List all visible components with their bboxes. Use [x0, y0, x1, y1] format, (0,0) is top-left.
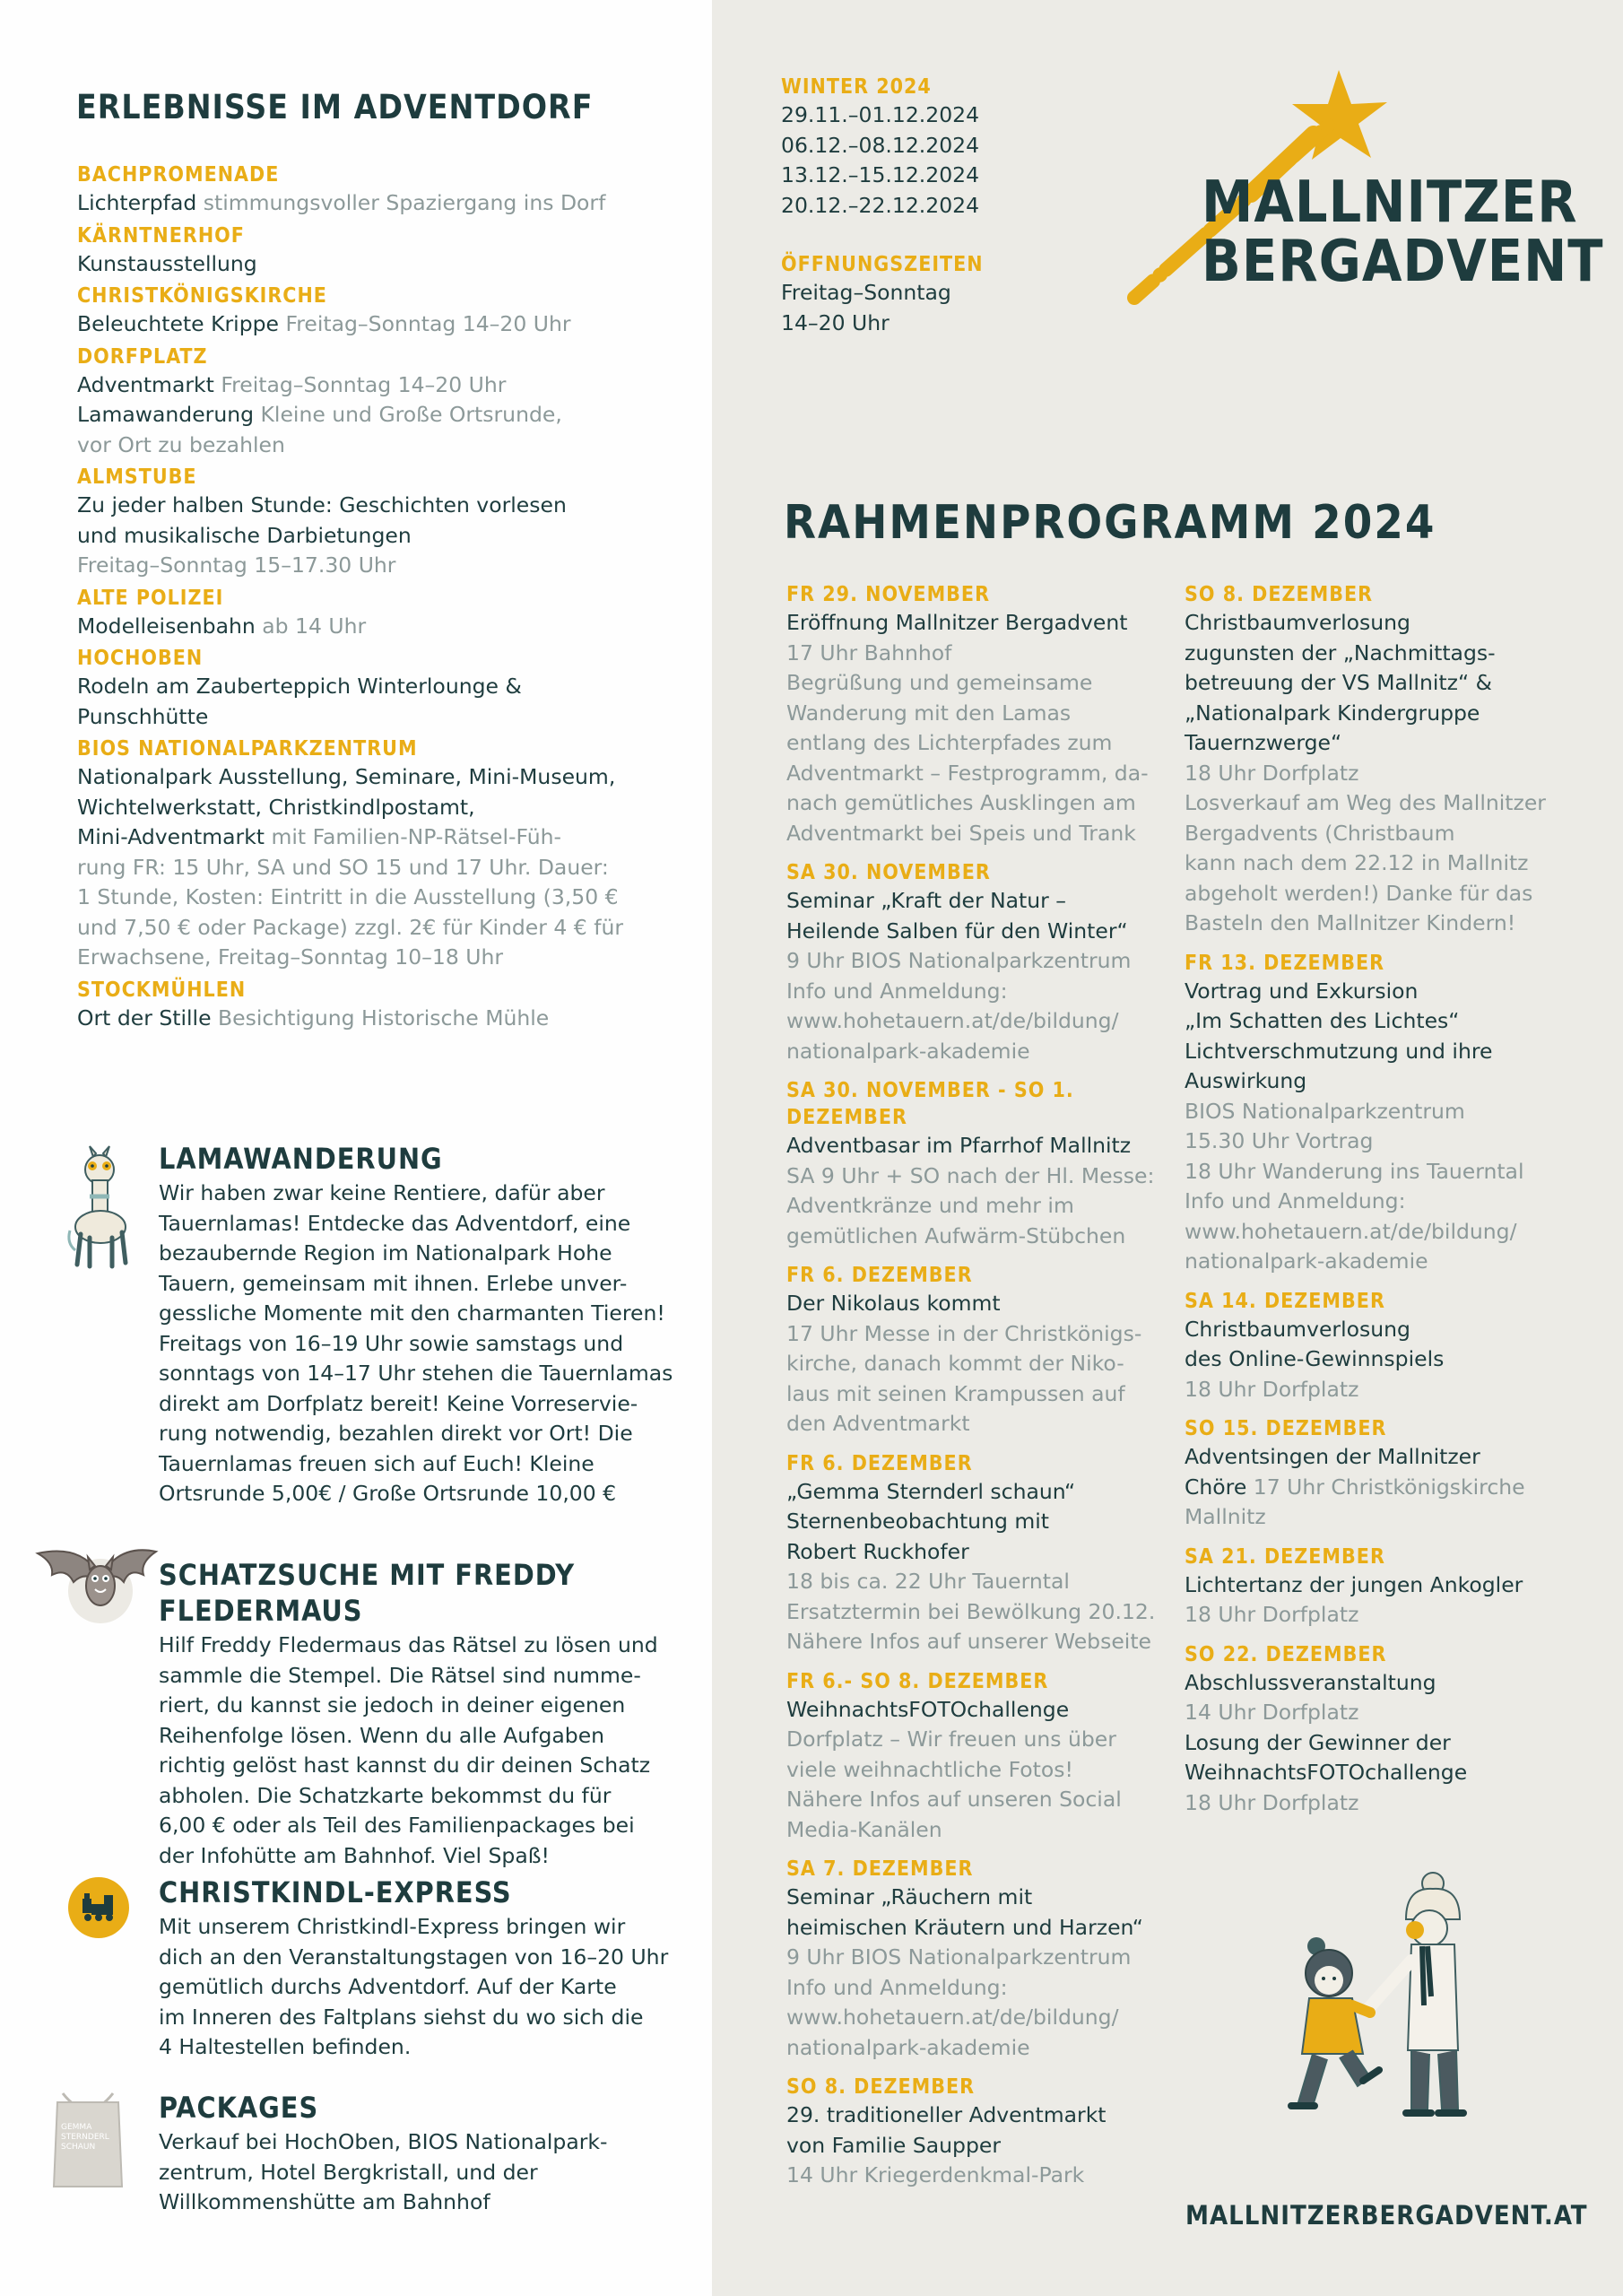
event-line: 18 Uhr Dorfplatz	[1185, 1789, 1359, 1815]
hours-list	[781, 278, 984, 338]
event-text: 17 Uhr Christkönigskirche	[1253, 1474, 1525, 1500]
place-line	[77, 883, 696, 913]
place-text: Freitag–Sonntag 14–20 Uhr	[221, 371, 507, 397]
place-line	[77, 762, 696, 793]
event-line: Wanderung mit den Lamas	[786, 700, 1072, 726]
place-text: mit Familien-NP-Rätsel-Füh-	[271, 824, 562, 849]
feature-line: bezaubernde Region im Nationalpark Hohe	[159, 1240, 612, 1265]
event-line: Dorfplatz – Wir freuen uns über	[786, 1726, 1116, 1752]
feature-line: Tauern, gemeinsam mit ihnen. Erlebe unver-	[159, 1270, 628, 1296]
feature-title: SCHATZSUCHE MIT FREDDY FLEDERMAUS	[159, 1558, 576, 1628]
place-entry	[77, 645, 696, 732]
place-line	[77, 400, 696, 430]
feature-christkindl-express	[159, 1874, 697, 2063]
feature-line: direkt am Dorfplatz bereit! Keine Vorreservie-	[159, 1390, 638, 1416]
event-line: abgeholt werden!) Danke für das	[1185, 880, 1533, 906]
feature-line: Tauernlamas! Entdecke das Adventdorf, eine	[159, 1210, 631, 1236]
event-line: WeihnachtsFOTOchallenge	[786, 1696, 1070, 1722]
event-line: Adventsingen der Mallnitzer	[1185, 1444, 1480, 1469]
feature-line: sonntags von 14–17 Uhr stehen die Tauernlamas	[159, 1361, 673, 1386]
bag-icon	[45, 2090, 131, 2194]
place-name: CHRISTKÖNIGSKIRCHE	[77, 284, 327, 308]
event-line: 9 Uhr BIOS Nationalparkzentrum	[786, 948, 1132, 973]
place-line	[77, 1004, 696, 1034]
event-line: 14 Uhr Kriegerdenkmal-Park	[786, 2162, 1085, 2187]
place-line	[77, 309, 696, 340]
event-entry	[1185, 950, 1579, 1277]
event-line: Christbaumverlosung	[1185, 610, 1410, 635]
place-text: Mini-Adventmarkt	[77, 824, 272, 849]
event-date: SA 21. DEZEMBER	[1185, 1544, 1385, 1569]
feature-line: Mit unserem Christkindl-Express bringen wir	[159, 1914, 626, 1939]
feature-line: im Inneren des Faltplans siehst du wo sich die	[159, 2004, 644, 2030]
llama-icon	[63, 1144, 138, 1270]
place-name: BIOS NATIONALPARKZENTRUM	[77, 737, 418, 761]
bag-print-2: STERNDERL	[61, 2133, 109, 2142]
event-line: Losverkauf am Weg des Mallnitzer	[1185, 790, 1546, 815]
event-line: SA 9 Uhr + SO nach der Hl. Messe:	[786, 1162, 1155, 1188]
feature-line: zentrum, Hotel Bergkristall, und der	[159, 2159, 538, 2185]
event-line: www.hohetauern.at/de/bildung/	[1185, 1218, 1517, 1244]
event-line: Ersatztermin bei Bewölkung 20.12.	[786, 1598, 1156, 1624]
event-line: nationalpark-akademie	[786, 1038, 1030, 1064]
program-column-2	[1185, 581, 1579, 1829]
event-date: SA 14. DEZEMBER	[1185, 1289, 1385, 1313]
event-line: „Nationalpark Kindergruppe	[1185, 700, 1480, 726]
event-entry	[1185, 1415, 1579, 1533]
place-text: und musikalische Darbietungen	[77, 522, 412, 548]
event-line: Info und Anmeldung:	[1185, 1188, 1406, 1213]
event-line: Seminar „Kraft der Natur –	[786, 888, 1067, 913]
place-text: Lichterpfad	[77, 190, 204, 215]
event-entry	[1185, 581, 1579, 939]
event-line: gemütlichen Aufwärm-Stübchen	[786, 1222, 1126, 1248]
event-date: SA 7. DEZEMBER	[786, 1857, 974, 1881]
place-line	[77, 551, 696, 581]
event-line: BIOS Nationalparkzentrum	[1185, 1098, 1465, 1124]
feature-line: Tauernlamas freuen sich auf Euch! Kleine	[159, 1450, 595, 1476]
event-line: „Gemma Sternderl schaun“	[786, 1478, 1076, 1504]
event-line: Media-Kanälen	[786, 1816, 942, 1842]
event-date: SO 22. DEZEMBER	[1185, 1642, 1387, 1666]
event-entry	[1185, 1641, 1579, 1819]
event-line	[1185, 1473, 1579, 1503]
event-date: SA 30. NOVEMBER - SO 1. DEZEMBER	[786, 1079, 1074, 1129]
feature-line: sammle die Stempel. Die Rätsel sind numme-	[159, 1662, 641, 1688]
event-line: Eröffnung Mallnitzer Bergadvent	[786, 610, 1128, 635]
feature-line: gemütlich durchs Adventdorf. Auf der Karte	[159, 1974, 617, 1999]
event-line: Lichtverschmutzung und ihre	[1185, 1038, 1493, 1064]
feature-line: dich an den Veranstaltungstagen von 16–20 Uhr	[159, 1944, 669, 1970]
event-line: Info und Anmeldung:	[786, 978, 1008, 1004]
event-line: nach gemütliches Ausklingen am	[786, 790, 1136, 815]
program-title: RAHMENPROGRAMM 2024	[784, 496, 1436, 550]
train-icon	[68, 1877, 129, 1938]
event-entry	[786, 1077, 1163, 1251]
place-line	[77, 702, 696, 733]
bag-print-3: SCHAUN	[61, 2143, 96, 2152]
feature-line: 4 Haltestellen befinden.	[159, 2034, 412, 2059]
left-title: ERLEBNISSE IM ADVENTDORF	[76, 88, 594, 126]
event-entry	[786, 1668, 1163, 1846]
event-entry	[786, 1856, 1163, 2063]
event-line: Tauernzwerge“	[1185, 730, 1342, 755]
event-line: Der Nikolaus kommt	[786, 1291, 1001, 1316]
place-text: Besichtigung Historische Mühle	[218, 1004, 550, 1031]
event-entry	[1185, 1544, 1579, 1631]
place-text: ab 14 Uhr	[262, 613, 367, 639]
event-date: FR 6. DEZEMBER	[786, 1264, 973, 1287]
logo	[1125, 63, 1604, 314]
feature-line: gessliche Momente mit den charmanten Tieren!	[159, 1300, 665, 1326]
place-text: Lamawanderung	[77, 402, 261, 427]
event-line: Begrüßung und gemeinsame	[786, 670, 1093, 695]
feature-packages	[159, 2090, 697, 2218]
place-line	[77, 943, 696, 973]
place-name: KÄRNTNERHOF	[77, 223, 245, 248]
place-name: ALMSTUBE	[77, 465, 197, 489]
event-line: viele weihnachtliche Fotos!	[786, 1756, 1073, 1782]
place-text: Kleine und Große Ortsrunde,	[260, 402, 562, 427]
event-line: zugunsten der „Nachmittags-	[1185, 639, 1496, 665]
place-text: Erwachsene, Freitag–Sonntag 10–18 Uhr	[77, 944, 504, 970]
event-line: www.hohetauern.at/de/bildung/	[786, 2005, 1119, 2030]
event-entry	[786, 581, 1163, 848]
logo-line-2: BERGADVENT	[1202, 229, 1604, 295]
event-line: Adventbasar im Pfarrhof Mallnitz	[786, 1133, 1132, 1158]
event-line: Adventkränze und mehr im	[786, 1193, 1074, 1218]
event-line: Auswirkung	[1185, 1068, 1307, 1093]
event-line: 9 Uhr BIOS Nationalparkzentrum	[786, 1944, 1132, 1970]
place-text: Beleuchtete Krippe	[77, 311, 286, 336]
hours-label: ÖFFNUNGSZEITEN	[781, 253, 984, 276]
place-line	[77, 853, 696, 883]
place-name: BACHPROMENADE	[77, 163, 280, 187]
place-text: vor Ort zu bezahlen	[77, 431, 285, 457]
event-line: nationalpark-akademie	[1185, 1248, 1428, 1274]
opening-hours	[781, 251, 984, 338]
place-line	[77, 672, 696, 702]
feature-title: PACKAGES	[159, 2091, 319, 2125]
event-entry	[786, 859, 1163, 1066]
dates-list	[781, 100, 979, 221]
place-line	[77, 188, 696, 219]
feature-line: Wir haben zwar keine Rentiere, dafür aber	[159, 1180, 605, 1205]
event-line: Seminar „Räuchern mit	[786, 1884, 1033, 1909]
event-line: 18 Uhr Dorfplatz	[1185, 1602, 1359, 1627]
event-entry	[786, 1262, 1163, 1439]
place-entry	[77, 977, 696, 1034]
place-name: DORFPLATZ	[77, 344, 208, 369]
place-text: Modelleisenbahn	[77, 613, 263, 639]
event-line: Adventmarkt – Festprogramm, da-	[786, 760, 1149, 786]
place-text: rung FR: 15 Uhr, SA und SO 15 und 17 Uhr. Dauer:	[77, 854, 609, 880]
feature-line: Ortsrunde 5,00€ / Große Ortsrunde 10,00 €	[159, 1481, 617, 1506]
place-entry	[77, 344, 696, 461]
place-entry	[77, 585, 696, 642]
place-text: 1 Stunde, Kosten: Eintritt in die Ausstellung (3,50 €	[77, 884, 619, 909]
logo-line-1: MALLNITZER	[1202, 170, 1578, 236]
event-line: den Adventmarkt	[786, 1411, 970, 1436]
event-line: kann nach dem 22.12 in Mallnitz	[1185, 850, 1529, 875]
bag-print-1: GEMMA	[61, 2123, 92, 2132]
event-line: Info und Anmeldung:	[786, 1974, 1008, 2000]
place-text: Wichtelwerkstatt, Christkindlpostamt,	[77, 794, 475, 820]
place-entry	[77, 283, 696, 340]
event-line: laus mit seinen Krampussen auf	[786, 1380, 1125, 1406]
event-line: Losung der Gewinner der	[1185, 1729, 1451, 1755]
place-entry	[77, 222, 696, 280]
bat-icon	[34, 1535, 160, 1625]
place-name: ALTE POLIZEI	[77, 586, 224, 610]
place-line	[77, 793, 696, 823]
place-line	[77, 612, 696, 642]
feature-line: der Infohütte am Bahnhof. Viel Spaß!	[159, 1842, 550, 1868]
date-range: 06.12.–08.12.2024	[781, 132, 980, 158]
event-line: 17 Uhr Bahnhof	[786, 639, 952, 665]
date-range: 29.11.–01.12.2024	[781, 102, 980, 127]
event-line: Sternenbeobachtung mit	[786, 1509, 1049, 1534]
feature-schatzsuche	[159, 1557, 697, 1871]
place-text: Adventmarkt	[77, 371, 221, 397]
feature-line: Hilf Freddy Fledermaus das Rätsel zu lösen und	[159, 1632, 658, 1657]
feature-line: richtig gelöst hast kannst du dir deinen Schatz	[159, 1752, 651, 1778]
place-entry	[77, 735, 696, 973]
place-line	[77, 370, 696, 401]
place-line	[77, 913, 696, 944]
place-entry	[77, 464, 696, 581]
event-date: SO 8. DEZEMBER	[1185, 583, 1374, 606]
event-line: Christbaumverlosung	[1185, 1316, 1410, 1342]
season-dates	[781, 74, 979, 221]
left-panel	[0, 0, 712, 2296]
feature-line: rung notwendig, bezahlen direkt vor Ort! Die	[159, 1421, 633, 1446]
place-line	[77, 430, 696, 461]
event-date: FR 29. NOVEMBER	[786, 583, 991, 606]
event-date: FR 6. DEZEMBER	[786, 1451, 973, 1475]
place-name: HOCHOBEN	[77, 647, 204, 670]
event-line: heimischen Kräutern und Harzen“	[786, 1914, 1143, 1940]
event-entry	[1185, 1288, 1579, 1405]
feature-lamawanderung	[159, 1141, 697, 1509]
event-line: „Im Schatten des Lichtes“	[1185, 1008, 1460, 1033]
program-column-1	[786, 581, 1163, 2202]
event-date: SO 8. DEZEMBER	[786, 2075, 976, 2099]
event-text: Chöre	[1185, 1474, 1254, 1500]
event-date: FR 13. DEZEMBER	[1185, 951, 1385, 975]
event-line: Nähere Infos auf unserer Webseite	[786, 1629, 1151, 1654]
event-line: WeihnachtsFOTOchallenge	[1185, 1760, 1468, 1785]
event-line: Abschlussveranstaltung	[1185, 1669, 1436, 1695]
event-entry	[786, 2074, 1163, 2191]
event-date: SA 30. NOVEMBER	[786, 861, 991, 884]
feature-line: Reihenfolge lösen. Wenn du alle Aufgaben	[159, 1722, 605, 1748]
place-text: Ort der Stille	[77, 1004, 218, 1031]
event-line: 15.30 Uhr Vortrag	[1185, 1128, 1374, 1153]
event-line: des Online-Gewinnspiels	[1185, 1346, 1445, 1371]
place-text: Rodeln am Zauberteppich Winterlounge &	[77, 674, 522, 699]
event-line: entlang des Lichterpfades zum	[786, 730, 1113, 755]
event-line: nationalpark-akademie	[786, 2034, 1030, 2060]
event-line: 18 bis ca. 22 Uhr Tauerntal	[786, 1569, 1070, 1594]
place-text: Punschhütte	[77, 703, 209, 729]
event-line: 18 Uhr Dorfplatz	[1185, 760, 1359, 786]
event-line: von Familie Saupper	[786, 2132, 1001, 2158]
place-text: stimmungsvoller Spaziergang ins Dorf	[203, 190, 606, 215]
place-entry	[77, 161, 696, 219]
event-line: Mallnitz	[1185, 1504, 1266, 1529]
event-date: SO 15. DEZEMBER	[1185, 1417, 1387, 1440]
place-line	[77, 822, 696, 853]
event-line: Nähere Infos auf unseren Social	[786, 1787, 1122, 1812]
event-line: Vortrag und Exkursion	[1185, 978, 1419, 1004]
place-text: Freitag–Sonntag 15–17.30 Uhr	[77, 552, 396, 578]
feature-line: Freitags von 16–19 Uhr sowie samstags und	[159, 1330, 624, 1356]
event-line: Basteln den Mallnitzer Kindern!	[1185, 910, 1516, 935]
kids-illustration	[1280, 1862, 1487, 2131]
place-text: Zu jeder halben Stunde: Geschichten vorlesen	[77, 492, 567, 517]
place-text: und 7,50 € oder Package) zzgl. 2€ für Kinder 4 € für	[77, 914, 624, 940]
place-name: STOCKMÜHLEN	[77, 978, 247, 1002]
hours-line: 14–20 Uhr	[781, 309, 890, 335]
event-line: 18 Uhr Dorfplatz	[1185, 1376, 1359, 1402]
date-range: 13.12.–15.12.2024	[781, 162, 980, 187]
event-line: kirche, danach kommt der Niko-	[786, 1351, 1124, 1376]
event-line: 18 Uhr Wanderung ins Tauerntal	[1185, 1158, 1524, 1184]
place-text: Nationalpark Ausstellung, Seminare, Mini-Museum,	[77, 764, 616, 789]
feature-line: riert, du kannst sie jedoch in deiner eigenen	[159, 1692, 626, 1718]
event-line: 29. traditioneller Adventmarkt	[786, 2102, 1107, 2127]
event-line: Robert Ruckhofer	[786, 1538, 969, 1564]
feature-title: CHRISTKINDL-EXPRESS	[159, 1875, 512, 1909]
event-line: Adventmarkt bei Speis und Trank	[786, 820, 1136, 846]
feature-line: abholen. Die Schatzkarte bekommst du für	[159, 1782, 612, 1808]
place-line	[77, 521, 696, 552]
event-line: Heilende Salben für den Winter“	[786, 918, 1128, 944]
event-line: 14 Uhr Dorfplatz	[1185, 1700, 1359, 1725]
event-line: 17 Uhr Messe in der Christkönigs-	[786, 1320, 1142, 1346]
place-line	[77, 491, 696, 521]
event-date: FR 6.- SO 8. DEZEMBER	[786, 1669, 1049, 1693]
feature-line: 6,00 € oder als Teil des Familienpackages bei	[159, 1813, 635, 1838]
event-entry	[786, 1450, 1163, 1657]
event-line: Lichtertanz der jungen Ankogler	[1185, 1571, 1523, 1597]
date-range: 20.12.–22.12.2024	[781, 192, 980, 218]
feature-title: LAMAWANDERUNG	[159, 1142, 443, 1176]
website-url[interactable]: MALLNITZERBERGADVENT.AT	[1185, 2200, 1588, 2231]
places-list	[77, 158, 696, 1033]
event-line: Bergadvents (Christbaum	[1185, 820, 1455, 846]
event-line: www.hohetauern.at/de/bildung/	[786, 1008, 1119, 1033]
place-text: Freitag–Sonntag 14–20 Uhr	[285, 311, 571, 336]
place-text: Kunstausstellung	[77, 250, 257, 276]
feature-line: Verkauf bei HochOben, BIOS Nationalpark-	[159, 2129, 608, 2154]
feature-line: Willkommenshütte am Bahnhof	[159, 2189, 490, 2214]
event-line: betreuung der VS Mallnitz“ &	[1185, 670, 1492, 695]
season-label: WINTER 2024	[781, 75, 932, 99]
place-line	[77, 249, 696, 280]
hours-line: Freitag–Sonntag	[781, 280, 951, 305]
